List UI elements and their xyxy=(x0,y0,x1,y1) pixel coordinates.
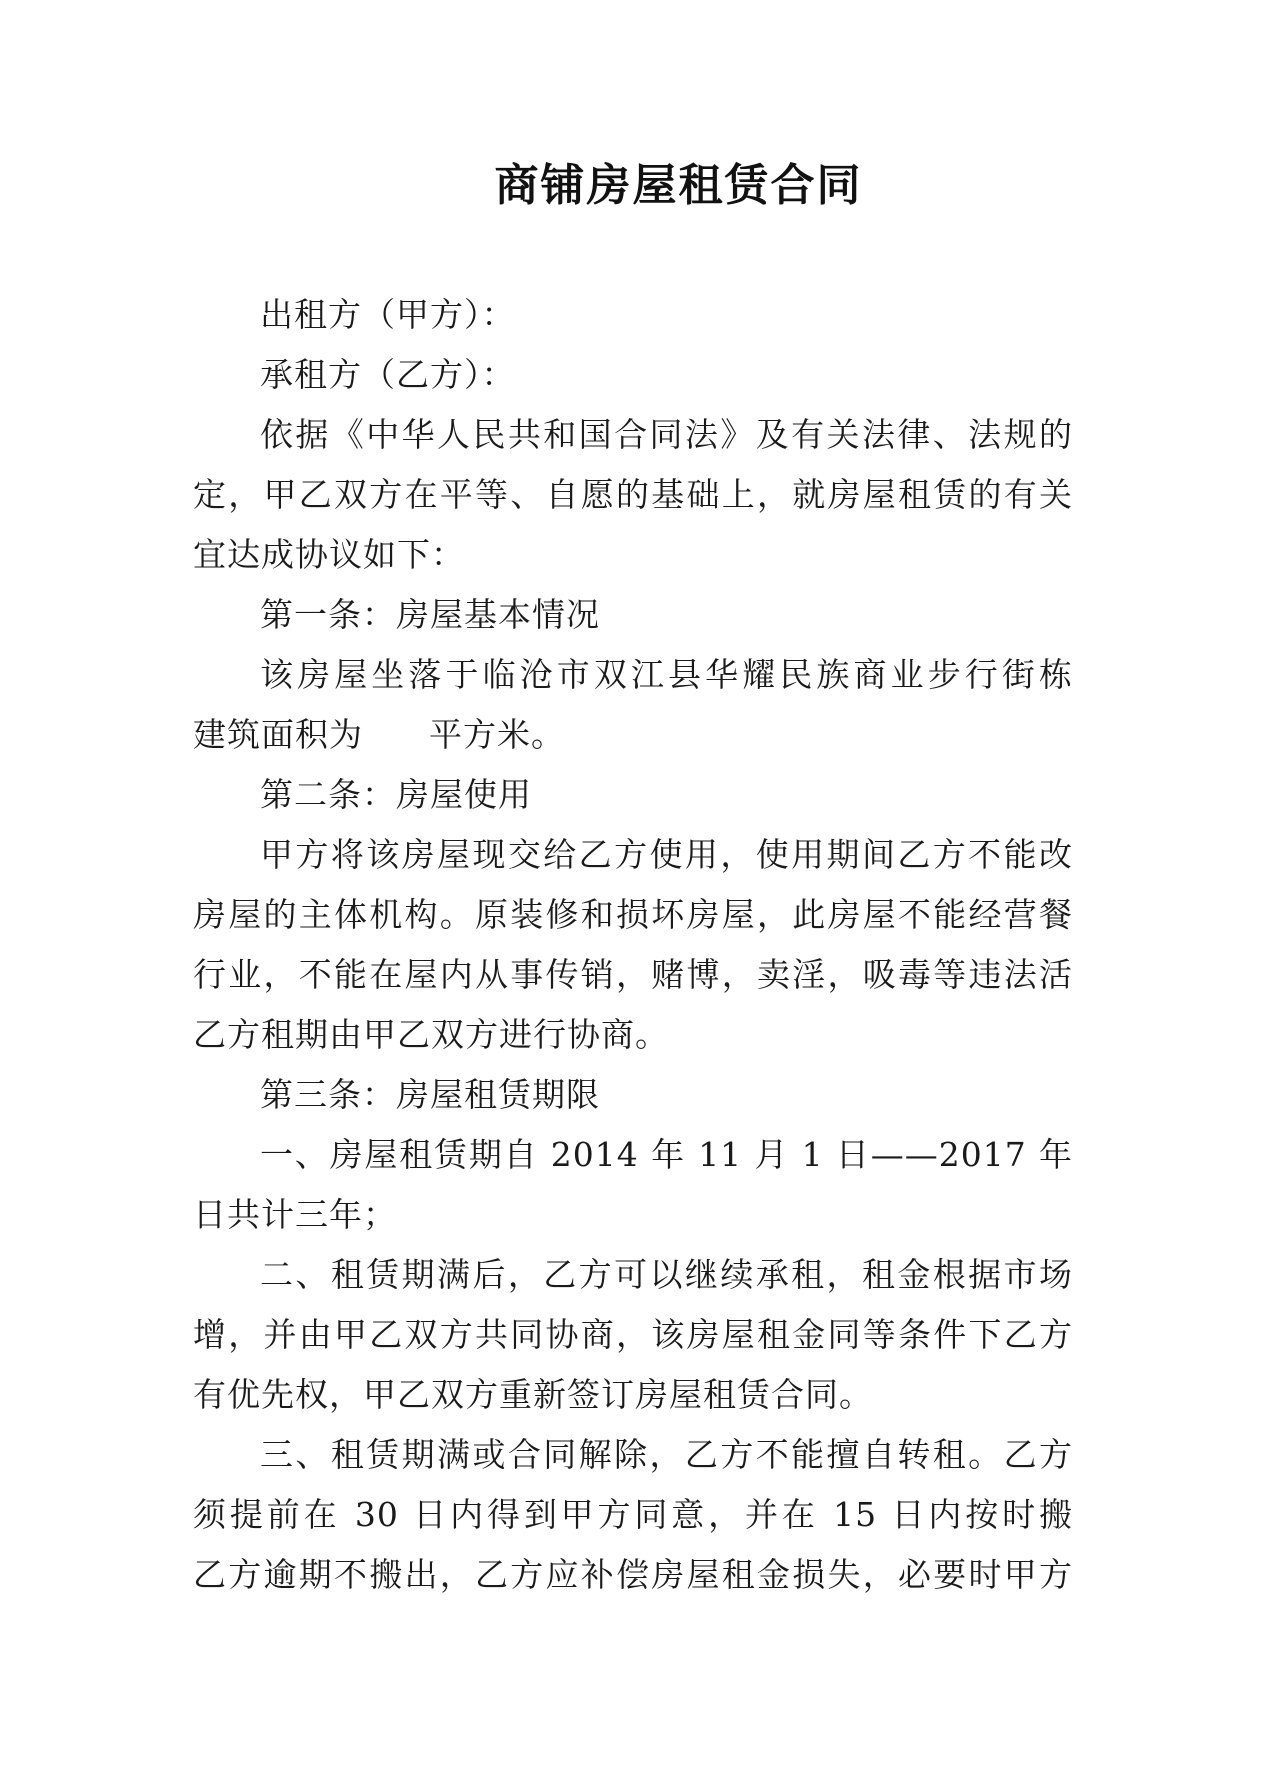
preamble-line-3: 宜达成协议如下： xyxy=(193,535,465,574)
article-3-item-2-line-2: 增，并由甲乙双方共同协商，该房屋租金同等条件下乙方 xyxy=(193,1315,1073,1354)
article-2-line-2: 房屋的主体机构。原装修和损坏房屋，此房屋不能经营餐 xyxy=(193,895,1073,934)
article-1-line-1: 该房屋坐落于临沧市双江县华耀民族商业步行街栋 xyxy=(260,655,1073,694)
article-2-heading: 第二条：房屋使用 xyxy=(260,775,532,814)
article-3-item-3-line-1: 三、租赁期满或合同解除，乙方不能擅自转租。乙方 xyxy=(260,1435,1073,1474)
article-1-line-2 xyxy=(193,705,1073,765)
article-3-heading: 第三条：房屋租赁期限 xyxy=(260,1075,600,1114)
lessor-line: 出租方（甲方）： xyxy=(260,295,516,334)
lessee-line: 承租方（乙方）： xyxy=(260,355,516,394)
article-3-item-3-line-2: 须提前在 30 日内得到甲方同意，并在 15 日内按时搬 xyxy=(193,1495,1073,1534)
preamble-line-2: 定，甲乙双方在平等、自愿的基础上，就房屋租赁的有关 xyxy=(193,475,1073,514)
article-2-line-1: 甲方将该房屋现交给乙方使用，使用期间乙方不能改 xyxy=(260,835,1073,874)
document-title: 商铺房屋租赁合同 xyxy=(494,160,863,211)
article-2-line-4: 乙方租期由甲乙双方进行协商。 xyxy=(193,1015,669,1054)
article-2-line-3: 行业，不能在屋内从事传销，赌博，卖淫，吸毒等违法活 xyxy=(193,955,1073,994)
area-unit: 平方米。 xyxy=(429,715,565,754)
article-3-item-2-line-3: 有优先权，甲乙双方重新签订房屋租赁合同。 xyxy=(193,1375,873,1414)
article-3-item-3-line-3: 乙方逾期不搬出，乙方应补偿房屋租金损失，必要时甲方 xyxy=(193,1555,1073,1594)
preamble-line-1: 依据《中华人民共和国合同法》及有关法律、法规的 xyxy=(260,415,1073,454)
document-body xyxy=(193,285,1073,1605)
article-1-heading: 第一条：房屋基本情况 xyxy=(260,595,600,634)
article-3-item-1-line-2: 日共计三年； xyxy=(193,1195,397,1234)
area-label: 建筑面积为 xyxy=(193,715,363,754)
article-3-item-2-line-1: 二、租赁期满后，乙方可以继续承租，租金根据市场 xyxy=(260,1255,1073,1294)
article-3-item-1-line-1: 一、房屋租赁期自 2014 年 11 月 1 日——2017 年 xyxy=(260,1135,1073,1174)
